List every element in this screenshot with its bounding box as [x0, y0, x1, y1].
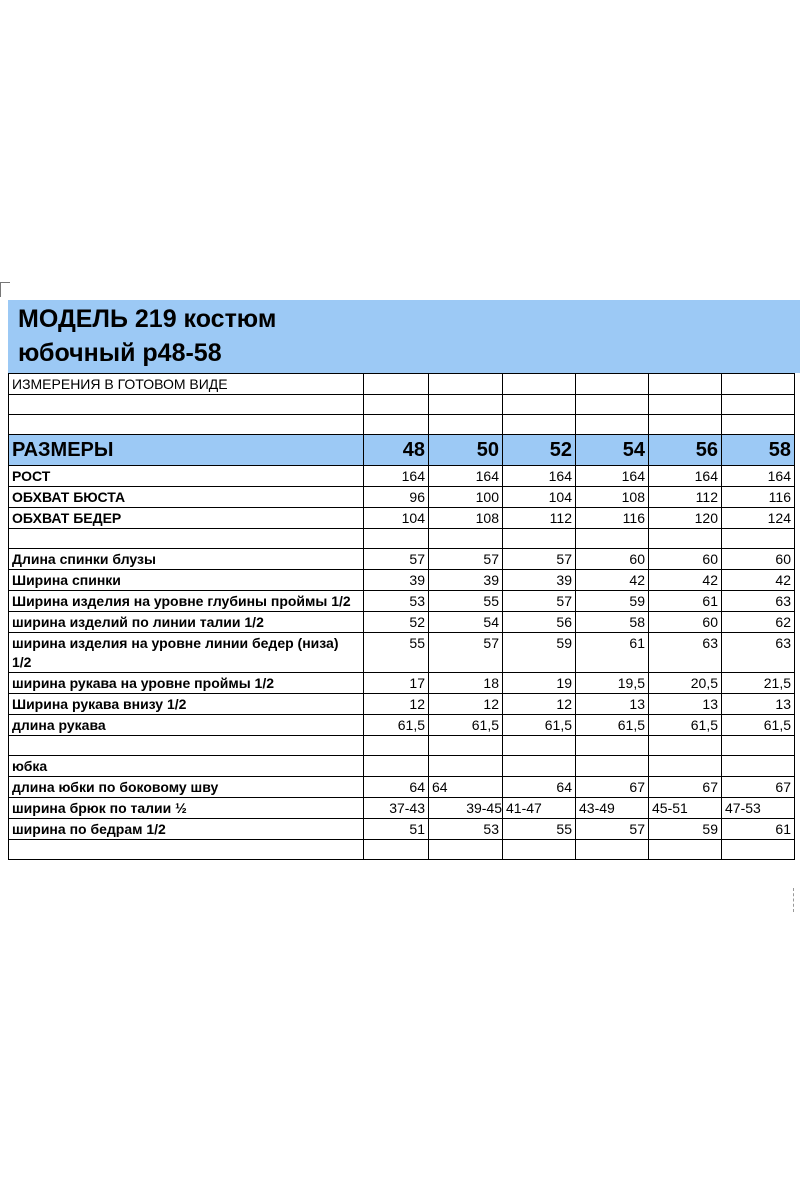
- size-header: 52: [503, 435, 576, 466]
- row-label: ширина изделий по линии талии 1/2: [9, 612, 364, 633]
- title-band: [8, 300, 800, 373]
- table-row: [9, 466, 795, 487]
- empty-row: [9, 840, 795, 860]
- table-cell: 42: [722, 570, 795, 591]
- table-cell: 100: [429, 487, 503, 508]
- table-cell: 42: [649, 570, 722, 591]
- table-cell: 13: [722, 694, 795, 715]
- table-cell: 116: [722, 487, 795, 508]
- row-label: ширина брюк по талии ½: [9, 798, 364, 819]
- empty-row: [9, 415, 795, 435]
- table-cell: 61: [722, 819, 795, 840]
- table-cell: 57: [503, 549, 576, 570]
- table-cell: 164: [722, 466, 795, 487]
- table-cell: 19: [503, 673, 576, 694]
- page-edge-marker: [793, 888, 794, 912]
- table-cell: 59: [649, 819, 722, 840]
- row-label: длина юбки по боковому шву: [9, 777, 364, 798]
- table-cell: 60: [649, 612, 722, 633]
- table-cell: 58: [576, 612, 649, 633]
- size-chart-table: [8, 373, 795, 860]
- table-cell: 47-53: [722, 798, 795, 819]
- table-cell: 61,5: [429, 715, 503, 736]
- table-cell: 43-49: [576, 798, 649, 819]
- table-row: [9, 694, 795, 715]
- measured-label: ИЗМЕРЕНИЯ В ГОТОВОМ ВИДЕ: [9, 374, 364, 395]
- table-cell: 120: [649, 508, 722, 529]
- table-cell: 54: [429, 612, 503, 633]
- empty-row: [9, 736, 795, 756]
- row-label: Ширина изделия на уровне глубины проймы 1/2: [9, 591, 364, 612]
- table-row: [9, 798, 795, 819]
- table-cell: 56: [503, 612, 576, 633]
- row-label: ОБХВАТ БЕДЕР: [9, 508, 364, 529]
- table-cell: 53: [364, 591, 429, 612]
- table-cell: 67: [649, 777, 722, 798]
- table-cell: 42: [576, 570, 649, 591]
- table-cell: 12: [429, 694, 503, 715]
- table-cell: 45-51: [649, 798, 722, 819]
- table-cell: 57: [429, 549, 503, 570]
- table-cell: 37-43: [364, 798, 429, 819]
- table-cell: 59: [503, 633, 576, 673]
- model-title-line-2: юбочный р48-58: [18, 339, 222, 367]
- size-header: 48: [364, 435, 429, 466]
- table-cell: 13: [649, 694, 722, 715]
- table-row: [9, 508, 795, 529]
- table-cell: 55: [503, 819, 576, 840]
- table-cell: 104: [503, 487, 576, 508]
- sizes-label: РАЗМЕРЫ: [9, 435, 364, 466]
- table-cell: 12: [503, 694, 576, 715]
- table-row: [9, 777, 795, 798]
- table-cell: 12: [364, 694, 429, 715]
- row-label: Ширина спинки: [9, 570, 364, 591]
- table-row: [9, 612, 795, 633]
- table-cell: 63: [722, 591, 795, 612]
- table-row: [9, 673, 795, 694]
- sizes-header-row: [9, 435, 795, 466]
- empty-row: [9, 529, 795, 549]
- table-cell: 51: [364, 819, 429, 840]
- row-label: ширина рукава на уровне проймы 1/2: [9, 673, 364, 694]
- table-cell: 61,5: [576, 715, 649, 736]
- empty-row: [9, 395, 795, 415]
- table-cell: 61: [649, 591, 722, 612]
- table-cell: 61: [576, 633, 649, 673]
- table-row: [9, 819, 795, 840]
- table-row: [9, 715, 795, 736]
- table-cell: 63: [722, 633, 795, 673]
- size-header: 50: [429, 435, 503, 466]
- table-cell: 164: [576, 466, 649, 487]
- row-label: ширина изделия на уровне линии бедер (низа) 1/2: [9, 633, 364, 673]
- table-cell: 57: [364, 549, 429, 570]
- table-cell: 57: [429, 633, 503, 673]
- row-label: длина рукава: [9, 715, 364, 736]
- table-cell: 41-47: [503, 798, 576, 819]
- table-cell: 61,5: [649, 715, 722, 736]
- table-cell: 63: [649, 633, 722, 673]
- table-cell: 19,5: [576, 673, 649, 694]
- table-row: [9, 633, 795, 673]
- table-cell: 104: [364, 508, 429, 529]
- table-cell: 18: [429, 673, 503, 694]
- table-cell: 112: [503, 508, 576, 529]
- skirt-label: юбка: [9, 756, 364, 777]
- table-cell: 112: [649, 487, 722, 508]
- table-cell: 108: [429, 508, 503, 529]
- row-label: РОСТ: [9, 466, 364, 487]
- table-cell: 53: [429, 819, 503, 840]
- table-cell: 57: [503, 591, 576, 612]
- table-cell: 60: [576, 549, 649, 570]
- table-cell: 57: [576, 819, 649, 840]
- table-cell: 20,5: [649, 673, 722, 694]
- table-cell: 61,5: [364, 715, 429, 736]
- size-header: 58: [722, 435, 795, 466]
- table-cell: 124: [722, 508, 795, 529]
- table-cell: 67: [576, 777, 649, 798]
- row-label: Длина спинки блузы: [9, 549, 364, 570]
- model-title-line-1: МОДЕЛЬ 219 костюм: [18, 305, 277, 333]
- cell-corner-marker: [0, 282, 10, 297]
- table-cell: 67: [722, 777, 795, 798]
- table-cell: 17: [364, 673, 429, 694]
- skirt-section-row: [9, 756, 795, 777]
- row-label: ширина по бедрам 1/2: [9, 819, 364, 840]
- table-cell: 60: [649, 549, 722, 570]
- table-cell: 164: [429, 466, 503, 487]
- table-cell: 39-45: [429, 798, 503, 819]
- table-cell: 62: [722, 612, 795, 633]
- table-cell: 164: [364, 466, 429, 487]
- table-cell: 116: [576, 508, 649, 529]
- table-cell: 52: [364, 612, 429, 633]
- table-cell: 55: [364, 633, 429, 673]
- table-cell: 64: [364, 777, 429, 798]
- table-cell: 39: [429, 570, 503, 591]
- size-header: 56: [649, 435, 722, 466]
- measured-header-row: [9, 374, 795, 395]
- table-cell: 64: [429, 777, 503, 798]
- row-label: ОБХВАТ БЮСТА: [9, 487, 364, 508]
- table-cell: 108: [576, 487, 649, 508]
- size-header: 54: [576, 435, 649, 466]
- table-row: [9, 549, 795, 570]
- table-cell: 39: [503, 570, 576, 591]
- table-cell: 64: [503, 777, 576, 798]
- table-cell: 21,5: [722, 673, 795, 694]
- table-row: [9, 487, 795, 508]
- table-cell: 60: [722, 549, 795, 570]
- table-row: [9, 591, 795, 612]
- table-cell: 164: [649, 466, 722, 487]
- table-cell: 55: [429, 591, 503, 612]
- table-cell: 96: [364, 487, 429, 508]
- row-label: Ширина рукава внизу 1/2: [9, 694, 364, 715]
- table-row: [9, 570, 795, 591]
- table-cell: 59: [576, 591, 649, 612]
- table-cell: 39: [364, 570, 429, 591]
- table-cell: 61,5: [722, 715, 795, 736]
- table-cell: 13: [576, 694, 649, 715]
- table-cell: 164: [503, 466, 576, 487]
- table-cell: 61,5: [503, 715, 576, 736]
